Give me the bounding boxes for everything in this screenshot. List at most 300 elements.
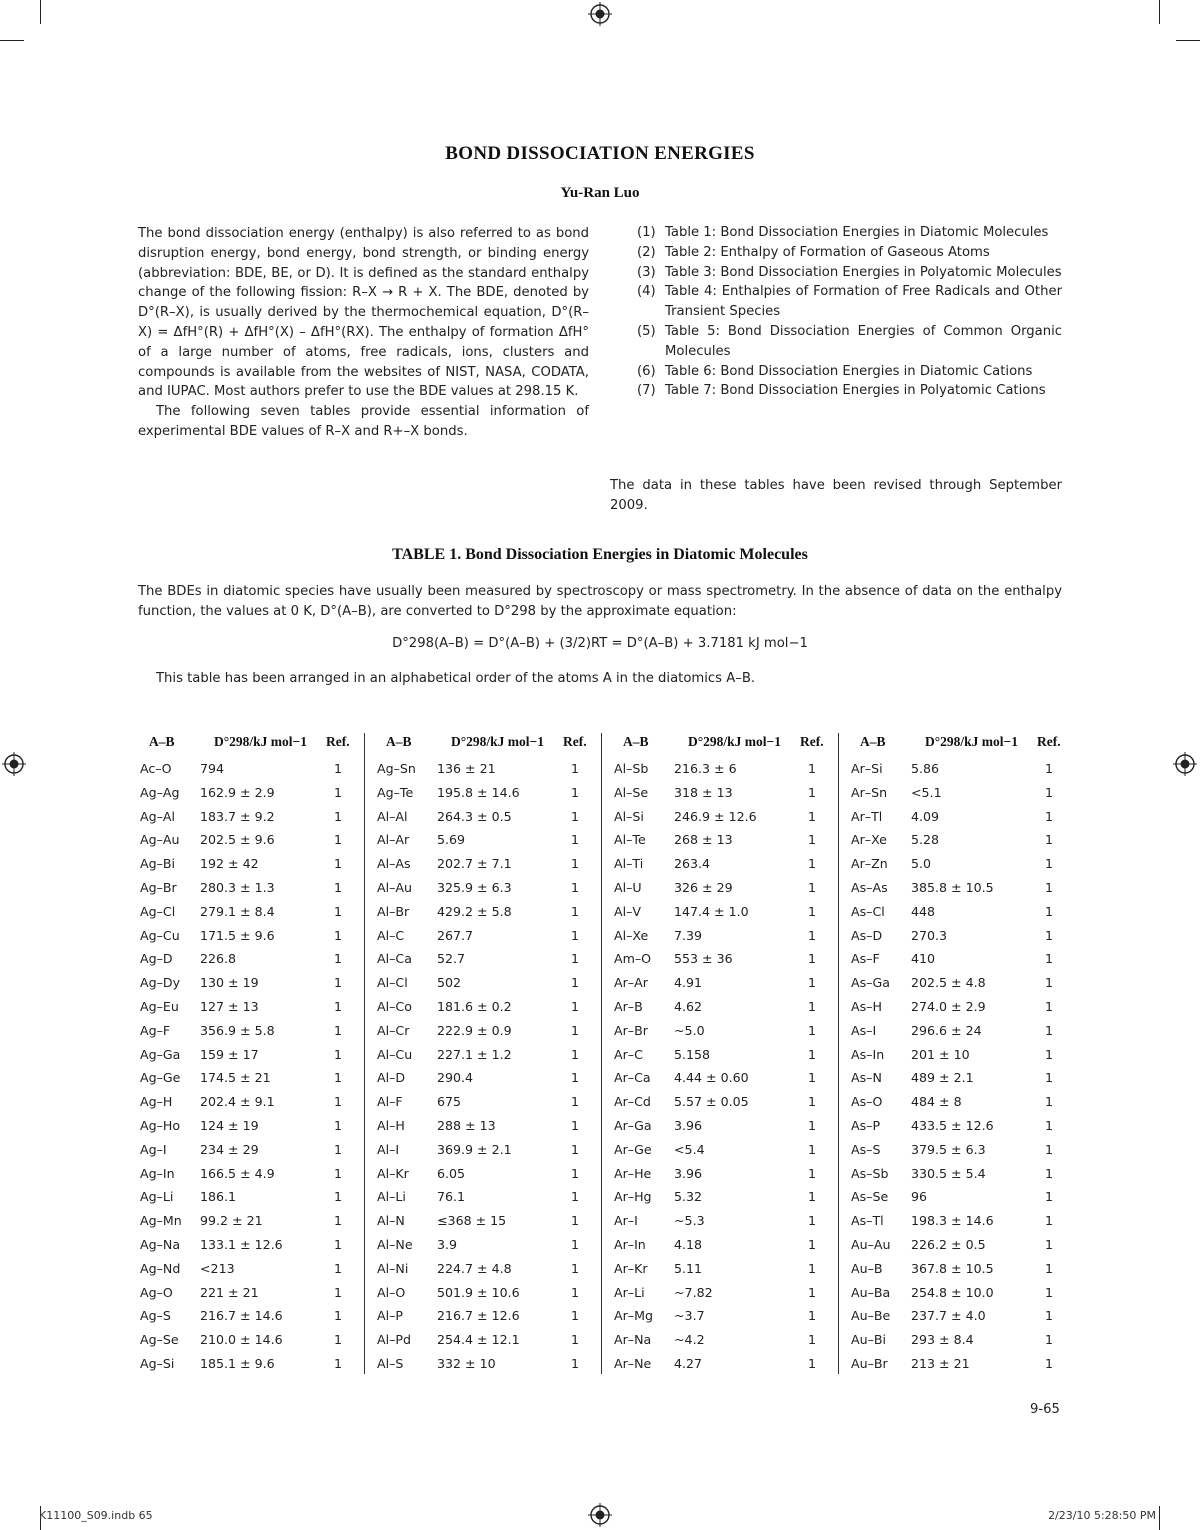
column-header-ab: A–B [860, 734, 886, 749]
cell-bond: As–Cl [851, 903, 885, 919]
cell-bond: As–D [851, 927, 883, 943]
cell-bond: Al–Se [614, 784, 649, 800]
cell-ref: 1 [571, 832, 580, 848]
cell-bde-value: 192 ± 42 [200, 856, 259, 872]
cell-bond: Au–B [851, 1260, 883, 1276]
cell-bde-value: ~5.0 [674, 1022, 705, 1038]
cell-bond: As–Sb [851, 1165, 889, 1181]
cell-bond: Ar–Si [851, 761, 883, 776]
cell-bond: Al–I [377, 1141, 400, 1157]
cell-bde-value: 448 [911, 903, 936, 919]
cell-bde-value: ~3.7 [674, 1308, 705, 1324]
cell-ref: 1 [571, 761, 580, 776]
cell-bde-value: 202.5 ± 4.8 [911, 975, 986, 991]
cell-ref: 1 [334, 1118, 343, 1133]
cell-bond: As–F [851, 951, 880, 967]
cell-ref: 1 [334, 1332, 343, 1348]
conversion-equation: D°298(A–B) = D°(A–B) + (3/2)RT = D°(A–B) + 3.7181 kJ mol−1 [392, 636, 808, 651]
cell-ref: 1 [808, 951, 817, 967]
cell-bde-value: 325.9 ± 6.3 [437, 880, 512, 895]
cell-bde-value: 147.4 ± 1.0 [674, 903, 749, 919]
cell-bond: Ar–I [614, 1213, 638, 1229]
cell-bde-value: 410 [911, 951, 936, 967]
cell-ref: 1 [334, 761, 343, 776]
cell-bde-value: 133.1 ± 12.6 [200, 1237, 283, 1252]
cell-ref: 1 [334, 1094, 343, 1110]
cell-bde-value: 326 ± 29 [674, 880, 733, 895]
list-text: Table 4: Enthalpies of Formation of Free Radicals and Other Transient Species [665, 284, 1062, 320]
cell-ref: 1 [571, 975, 580, 991]
page-title: BOND DISSOCIATION ENERGIES [445, 143, 755, 164]
cell-bde-value: 166.5 ± 4.9 [200, 1165, 275, 1181]
cell-bde-value: 159 ± 17 [200, 1046, 259, 1062]
cell-bde-value: 5.32 [674, 1189, 703, 1205]
cell-bde-value: 174.5 ± 21 [200, 1070, 271, 1086]
cell-bde-value: 369.9 ± 2.1 [437, 1141, 512, 1157]
cell-bde-value: 5.158 [674, 1046, 711, 1062]
cell-bde-value: 181.6 ± 0.2 [437, 999, 512, 1014]
cell-bde-value: 254.8 ± 10.0 [911, 1284, 994, 1300]
cell-bde-value: 288 ± 13 [437, 1118, 496, 1133]
table-list-item [637, 282, 1062, 322]
cell-bde-value: 484 ± 8 [911, 1094, 962, 1110]
cell-bde-value: 52.7 [437, 951, 466, 967]
cell-bde-value: 185.1 ± 9.6 [200, 1356, 275, 1371]
cell-ref: 1 [1045, 1308, 1054, 1324]
cell-ref: 1 [1045, 927, 1054, 943]
cell-ref: 1 [571, 1213, 580, 1229]
column-divider [601, 733, 602, 1374]
cell-bde-value: 202.7 ± 7.1 [437, 856, 512, 872]
cell-ref: 1 [334, 1141, 343, 1157]
cell-bond: Ag–Te [377, 784, 414, 800]
cell-bde-value: 127 ± 13 [200, 999, 259, 1014]
cell-ref: 1 [808, 880, 817, 895]
cell-ref: 1 [808, 1046, 817, 1062]
cell-bond: Ag–Li [140, 1189, 174, 1205]
cell-ref: 1 [334, 1284, 343, 1300]
cell-ref: 1 [808, 808, 817, 824]
cell-ref: 1 [334, 1213, 343, 1229]
column-divider [364, 733, 365, 1374]
cell-ref: 1 [1045, 1094, 1054, 1110]
cell-bde-value: 293 ± 8.4 [911, 1332, 974, 1348]
cell-bde-value: 202.4 ± 9.1 [200, 1094, 275, 1110]
cell-bond: As–N [851, 1070, 882, 1086]
cell-bond: Ar–Ge [614, 1141, 652, 1157]
cell-bde-value: 433.5 ± 12.6 [911, 1118, 994, 1133]
cell-bond: Ar–Hg [614, 1189, 652, 1205]
cell-bde-value: <5.4 [674, 1141, 705, 1157]
cell-ref: 1 [1045, 1356, 1054, 1371]
cell-bond: Ag–Dy [140, 975, 181, 991]
cell-bde-value: 264.3 ± 0.5 [437, 808, 512, 824]
list-number: (6) [637, 363, 656, 379]
cell-bond: Ag–Ga [140, 1046, 181, 1062]
cell-ref: 1 [334, 784, 343, 800]
column-header-ref: Ref. [1037, 734, 1061, 749]
cell-bde-value: 5.11 [674, 1260, 703, 1276]
cell-ref: 1 [808, 832, 817, 848]
cell-ref: 1 [1045, 1237, 1054, 1252]
cell-ref: 1 [808, 1332, 817, 1348]
cell-bde-value: <213 [200, 1260, 235, 1276]
list-number: (3) [637, 264, 656, 280]
cell-ref: 1 [1045, 761, 1054, 776]
cell-bde-value: ≤368 ± 15 [437, 1213, 507, 1229]
cell-bde-value: 96 [911, 1189, 928, 1205]
cell-ref: 1 [808, 1356, 817, 1371]
table-list [637, 223, 1062, 401]
cell-bde-value: 379.5 ± 6.3 [911, 1141, 986, 1157]
cell-bde-value: 226.2 ± 0.5 [911, 1237, 986, 1252]
cell-ref: 1 [571, 1046, 580, 1062]
cell-bde-value: 332 ± 10 [437, 1356, 496, 1371]
cell-bond: Ar–Ca [614, 1070, 651, 1086]
cell-bde-value: 136 ± 21 [437, 761, 496, 776]
cell-ref: 1 [571, 927, 580, 943]
cell-bde-value: 385.8 ± 10.5 [911, 880, 994, 895]
cell-ref: 1 [571, 1118, 580, 1133]
cell-bond: Al–Ne [377, 1237, 413, 1252]
cell-bde-value: 216.7 ± 14.6 [200, 1308, 283, 1324]
column-divider [838, 733, 839, 1374]
cell-bond: As–Tl [851, 1213, 884, 1229]
cell-bde-value: 198.3 ± 14.6 [911, 1213, 994, 1229]
cell-bond: Ag–S [140, 1308, 171, 1324]
cell-ref: 1 [571, 1141, 580, 1157]
cell-bond: Au–Be [851, 1308, 891, 1324]
timestamp-slug: 2/23/10 5:28:50 PM [1048, 1509, 1156, 1522]
cell-bond: Ag–O [140, 1284, 173, 1300]
cell-ref: 1 [334, 1070, 343, 1086]
cell-bond: Al–Xe [614, 927, 649, 943]
cell-bde-value: 234 ± 29 [200, 1141, 259, 1157]
cell-bde-value: 5.57 ± 0.05 [674, 1094, 749, 1110]
cell-ref: 1 [808, 1189, 817, 1205]
file-slug: K11100_S09.indb 65 [39, 1509, 153, 1522]
cell-bde-value: 501.9 ± 10.6 [437, 1284, 520, 1300]
cell-bond: Ar–Ga [614, 1118, 652, 1133]
cell-ref: 1 [571, 1332, 580, 1348]
cell-ref: 1 [808, 903, 817, 919]
cell-bond: As–In [851, 1046, 885, 1062]
cell-bond: Al–S [377, 1356, 404, 1371]
cell-bond: As–Ga [851, 975, 890, 991]
table-list-item [637, 322, 1062, 362]
cell-ref: 1 [334, 975, 343, 991]
cell-bond: As–P [851, 1118, 881, 1133]
cell-bde-value: 3.9 [437, 1237, 458, 1252]
cell-bond: As–O [851, 1094, 883, 1110]
column-header-ref: Ref. [326, 734, 350, 749]
cell-bond: Ar–He [614, 1165, 652, 1181]
cell-bond: Ag–Ge [140, 1070, 181, 1086]
cell-ref: 1 [1045, 1189, 1054, 1205]
list-text: Table 5: Bond Dissociation Energies of Common Organic Molecules [665, 323, 1062, 359]
list-number: (1) [637, 225, 656, 240]
column-header-ref: Ref. [563, 734, 587, 749]
cell-bond: Al–Ni [377, 1260, 409, 1276]
cell-ref: 1 [571, 880, 580, 895]
cell-ref: 1 [571, 1284, 580, 1300]
cell-bde-value: 4.27 [674, 1356, 703, 1371]
cell-bond: Al–Pd [377, 1332, 411, 1348]
cell-bond: Ag–Na [140, 1237, 181, 1252]
cell-bde-value: ~7.82 [674, 1284, 713, 1300]
cell-bond: As–Se [851, 1189, 889, 1205]
cell-bond: Ag–H [140, 1094, 173, 1110]
cell-ref: 1 [1045, 975, 1054, 991]
cell-bde-value: 216.3 ± 6 [674, 761, 737, 776]
cell-ref: 1 [808, 761, 817, 776]
cell-bond: Al–N [377, 1213, 405, 1229]
cell-bond: Ag–F [140, 1022, 171, 1038]
cell-ref: 1 [571, 1308, 580, 1324]
cell-bde-value: 4.91 [674, 975, 703, 991]
cell-bond: Ag–D [140, 951, 173, 967]
cell-bond: Ag–Cu [140, 927, 180, 943]
list-number: (4) [637, 284, 656, 300]
cell-bond: Ag–Bi [140, 856, 176, 872]
intro-paragraph-2: The following seven tables provide essential information of experimental BDE values of R–X and R+–X bonds. [138, 404, 589, 439]
cell-bde-value: 5.69 [437, 832, 466, 848]
cell-ref: 1 [334, 927, 343, 943]
cell-ref: 1 [571, 1070, 580, 1086]
cell-bde-value: 124 ± 19 [200, 1118, 259, 1133]
cell-bond: Ag–Al [140, 808, 176, 824]
list-text: Table 7: Bond Dissociation Energies in Polyatomic Cations [665, 383, 1046, 399]
cell-bond: Al–Te [614, 832, 646, 848]
cell-bde-value: 270.3 [911, 927, 948, 943]
cell-bond: As–H [851, 999, 882, 1014]
cell-bde-value: 675 [437, 1094, 462, 1110]
cell-bond: Am–O [614, 951, 652, 967]
table-list-item [637, 243, 1062, 263]
cell-bde-value: 183.7 ± 9.2 [200, 808, 275, 824]
column-header-ab: A–B [386, 734, 412, 749]
cell-bde-value: 267.7 [437, 927, 474, 943]
cell-bond: Ar–Zn [851, 856, 888, 872]
cell-bond: Al–H [377, 1118, 405, 1133]
cell-ref: 1 [334, 1237, 343, 1252]
cell-ref: 1 [334, 1260, 343, 1276]
cell-bde-value: 201 ± 10 [911, 1046, 970, 1062]
cell-ref: 1 [1045, 832, 1054, 848]
cell-ref: 1 [1045, 784, 1054, 800]
cell-bond: Ag–Si [140, 1356, 175, 1371]
cell-bde-value: 237.7 ± 4.0 [911, 1308, 986, 1324]
cell-bde-value: 254.4 ± 12.1 [437, 1332, 520, 1348]
cell-bond: Ar–Ar [614, 975, 648, 991]
cell-bond: Ar–Br [614, 1022, 648, 1038]
cell-ref: 1 [808, 999, 817, 1014]
cell-bond: Al–D [377, 1070, 406, 1086]
cell-ref: 1 [1045, 999, 1054, 1014]
cell-ref: 1 [571, 951, 580, 967]
crop-mark [1176, 40, 1200, 41]
cell-ref: 1 [1045, 903, 1054, 919]
registration-mark-icon [1, 751, 27, 777]
cell-ref: 1 [808, 1308, 817, 1324]
registration-mark-icon [1172, 751, 1198, 777]
cell-bond: Al–Br [377, 903, 410, 919]
cell-ref: 1 [808, 1284, 817, 1300]
cell-bond: Al–Ca [377, 951, 412, 967]
cell-ref: 1 [1045, 856, 1054, 872]
cell-bde-value: 280.3 ± 1.3 [200, 880, 275, 895]
cell-bde-value: 216.7 ± 12.6 [437, 1308, 520, 1324]
cell-ref: 1 [334, 1356, 343, 1371]
cell-bond: Ag–Nd [140, 1260, 181, 1276]
cell-bond: Ar–B [614, 999, 643, 1014]
cell-bde-value: 221 ± 21 [200, 1284, 259, 1300]
cell-bond: Ac–O [140, 761, 172, 776]
cell-ref: 1 [571, 1022, 580, 1038]
cell-bde-value: 5.86 [911, 761, 940, 776]
cell-bde-value: 274.0 ± 2.9 [911, 999, 986, 1014]
cell-bde-value: 429.2 ± 5.8 [437, 903, 512, 919]
cell-bde-value: 279.1 ± 8.4 [200, 903, 275, 919]
cell-bde-value: 794 [200, 761, 225, 776]
cell-bond: Ar–In [614, 1237, 646, 1252]
cell-bond: Ar–Li [614, 1284, 645, 1300]
cell-ref: 1 [808, 1141, 817, 1157]
cell-bde-value: 246.9 ± 12.6 [674, 808, 757, 824]
cell-bde-value: 224.7 ± 4.8 [437, 1260, 512, 1276]
intro-paragraph-1: The bond dissociation energy (enthalpy) is also referred to as bond disruption energy, bond energy, bond strength, or binding energy (abbreviation: BDE, BE, or D). It is defined as the standard enthalpy change of the following fission: R–X → R + X. The BDE, denoted by D°(R–X), is usually derived by the thermochemical equation, D°(R–X) = ΔfH°(R) + ΔfH°(X) – ΔfH°(RX). The enthalpy of formation ΔfH° of a large number of atoms, free radicals, ions, clusters and compounds is available from the websites of NIST, NASA, CODATA, and IUPAC. Most authors prefer to use the BDE values at 298.15 K. [138, 226, 589, 400]
table-order-note: This table has been arranged in an alphabetical order of the atoms A in the diatomics A–B. [156, 671, 756, 686]
cell-ref: 1 [334, 999, 343, 1014]
cell-bond: Al–Cr [377, 1022, 410, 1038]
registration-mark-icon [587, 1, 613, 27]
cell-bde-value: 3.96 [674, 1118, 703, 1133]
cell-ref: 1 [571, 856, 580, 872]
cell-bond: As–S [851, 1141, 881, 1157]
cell-bond: Ag–Au [140, 832, 180, 848]
cell-ref: 1 [334, 832, 343, 848]
cell-ref: 1 [1045, 951, 1054, 967]
cell-bde-value: 3.96 [674, 1165, 703, 1181]
cell-bde-value: 162.9 ± 2.9 [200, 784, 275, 800]
cell-bde-value: 213 ± 21 [911, 1356, 970, 1371]
cell-ref: 1 [808, 1094, 817, 1110]
cell-bond: Al–C [377, 927, 405, 943]
cell-bond: Ag–Mn [140, 1213, 182, 1229]
cell-bond: Ag–Cl [140, 903, 176, 919]
cell-bde-value: 318 ± 13 [674, 784, 733, 800]
list-text: Table 1: Bond Dissociation Energies in Diatomic Molecules [665, 225, 1049, 240]
cell-bond: Al–U [614, 880, 642, 895]
cell-bde-value: 210.0 ± 14.6 [200, 1332, 283, 1348]
cell-ref: 1 [571, 1356, 580, 1371]
cell-ref: 1 [1045, 1213, 1054, 1229]
cell-bond: Ag–Eu [140, 999, 179, 1014]
cell-bond: Al–O [377, 1284, 406, 1300]
cell-ref: 1 [334, 1165, 343, 1181]
cell-bond: Ag–Br [140, 880, 177, 895]
table-list-item [637, 381, 1062, 401]
cell-ref: 1 [334, 1046, 343, 1062]
cell-bond: Al–Al [377, 808, 408, 824]
cell-bond: Ag–Ag [140, 784, 180, 800]
cell-ref: 1 [334, 880, 343, 895]
cell-bond: Al–Co [377, 999, 412, 1014]
cell-ref: 1 [571, 903, 580, 919]
cell-ref: 1 [334, 1022, 343, 1038]
cell-bond: As–As [851, 880, 888, 895]
table-caption: TABLE 1. Bond Dissociation Energies in Diatomic Molecules [392, 546, 808, 563]
cell-ref: 1 [808, 1260, 817, 1276]
cell-ref: 1 [808, 856, 817, 872]
table-list-item [637, 362, 1062, 382]
cell-bond: Al–P [377, 1308, 404, 1324]
cell-ref: 1 [808, 1165, 817, 1181]
cell-bond: Al–Si [614, 808, 644, 824]
cell-ref: 1 [1045, 1332, 1054, 1348]
cell-bond: Ag–I [140, 1141, 167, 1157]
cell-bond: Ag–Ho [140, 1118, 181, 1133]
cell-bde-value: 5.0 [911, 856, 932, 872]
cell-bond: Al–F [377, 1094, 403, 1110]
list-number: (5) [637, 323, 656, 339]
cell-ref: 1 [808, 1022, 817, 1038]
cell-bond: Au–Au [851, 1237, 891, 1252]
cell-ref: 1 [1045, 1046, 1054, 1062]
cell-bde-value: 5.28 [911, 832, 940, 848]
registration-mark-icon [587, 1502, 613, 1528]
cell-ref: 1 [571, 1260, 580, 1276]
cell-bde-value: 227.1 ± 1.2 [437, 1046, 512, 1062]
cell-bde-value: 502 [437, 975, 462, 991]
cell-bde-value: 7.39 [674, 927, 703, 943]
cell-bond: Au–Ba [851, 1284, 891, 1300]
cell-ref: 1 [1045, 1165, 1054, 1181]
cell-bde-value: 4.62 [674, 999, 703, 1014]
table-list-item [637, 263, 1062, 283]
cell-bde-value: 4.09 [911, 808, 940, 824]
cell-bde-value: ~4.2 [674, 1332, 705, 1348]
cell-bond: Ag–Se [140, 1332, 179, 1348]
cell-bde-value: 4.18 [674, 1237, 703, 1252]
cell-bond: Al–V [614, 903, 642, 919]
cell-ref: 1 [334, 1189, 343, 1205]
cell-bond: Al–Au [377, 880, 413, 895]
cell-bond: Ar–Xe [851, 832, 887, 848]
cell-bond: Ar–Na [614, 1332, 652, 1348]
list-text: Table 6: Bond Dissociation Energies in Diatomic Cations [665, 363, 1033, 379]
cell-bond: Ag–Sn [377, 761, 416, 776]
cell-ref: 1 [1045, 880, 1054, 895]
cell-bond: Au–Bi [851, 1332, 887, 1348]
cell-bde-value: 290.4 [437, 1070, 474, 1086]
cell-bde-value: 99.2 ± 21 [200, 1213, 263, 1229]
list-number: (2) [637, 244, 656, 260]
cell-bond: Ar–Kr [614, 1260, 648, 1276]
page-number: 9-65 [1030, 1402, 1060, 1417]
cell-ref: 1 [808, 927, 817, 943]
cell-ref: 1 [571, 1165, 580, 1181]
list-number: (7) [637, 383, 656, 399]
crop-mark [0, 40, 24, 41]
cell-ref: 1 [334, 903, 343, 919]
cell-ref: 1 [1045, 1260, 1054, 1276]
list-text: Table 3: Bond Dissociation Energies in Polyatomic Molecules [665, 264, 1062, 280]
cell-bond: Ag–In [140, 1165, 175, 1181]
cell-ref: 1 [334, 951, 343, 967]
cell-ref: 1 [571, 808, 580, 824]
intro-text [138, 224, 589, 442]
